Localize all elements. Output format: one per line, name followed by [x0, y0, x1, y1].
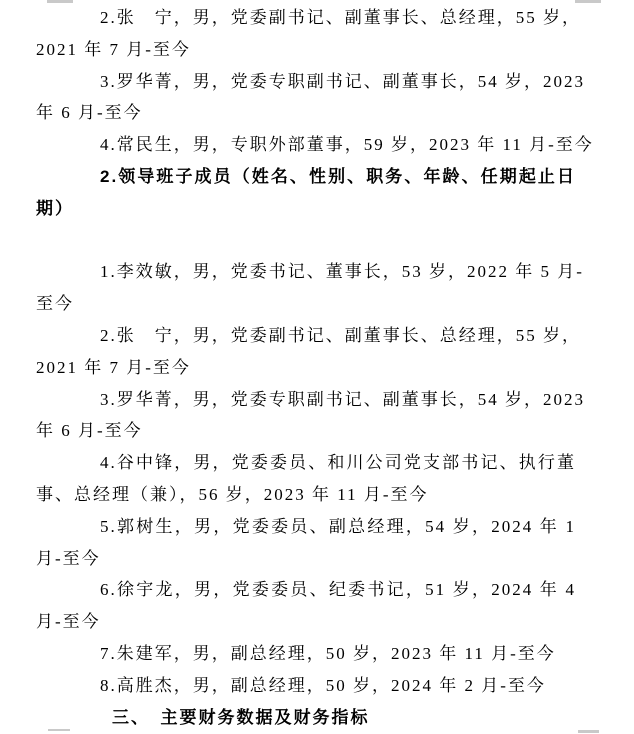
text-line: 5.郭树生，男，党委委员、副总经理，54 岁，2024 年 1 [100, 516, 576, 536]
document-text-block [36, 2, 594, 733]
section-heading-leadership: 2.领导班子成员（姓名、性别、职务、年龄、任期起止日 [100, 166, 576, 186]
section-heading-financial: 三、 主要财务数据及财务指标 [112, 707, 370, 727]
text-line: 事、总经理（兼），56 岁，2023 年 11 月-至今 [36, 484, 429, 504]
text-line: 月-至今 [36, 612, 101, 632]
text-line: 年 6 月-至今 [36, 421, 143, 441]
text-line: 2021 年 7 月-至今 [36, 39, 191, 59]
text-line: 2021 年 7 月-至今 [36, 357, 191, 377]
blank-line [36, 225, 576, 257]
text-line: 8.高胜杰，男，副总经理，50 岁，2024 年 2 月-至今 [100, 675, 546, 695]
text-line: 4.常民生，男，专职外部董事，59 岁，2023 年 11 月-至今 [100, 135, 594, 155]
text-line: 年 6 月-至今 [36, 103, 143, 123]
text-line: 4.谷中锋，男，党委委员、和川公司党支部书记、执行董 [100, 453, 576, 473]
text-line: 2.张 宁，男，党委副书记、副董事长、总经理，55 岁， [100, 8, 581, 27]
text-line: 2.张 宁，男，党委副书记、副董事长、总经理，55 岁， [100, 325, 581, 345]
text-line: 月-至今 [36, 548, 101, 568]
text-line: 3.罗华菁，男，党委专职副书记、副董事长，54 岁，2023 [100, 71, 585, 91]
page-margin-mark-bottom-right [578, 730, 599, 733]
text-line: 至今 [36, 294, 74, 314]
section-heading-leadership-wrap: 期） [36, 198, 74, 218]
text-line: 3.罗华菁，男，党委专职副书记、副董事长，54 岁，2023 [100, 389, 585, 409]
text-line: 7.朱建军，男，副总经理，50 岁，2023 年 11 月-至今 [100, 643, 556, 663]
text-line: 6.徐宇龙，男，党委委员、纪委书记，51 岁，2024 年 4 [100, 580, 576, 600]
text-line: 1.李效敏，男，党委书记、董事长，53 岁，2022 年 5 月- [100, 262, 584, 282]
